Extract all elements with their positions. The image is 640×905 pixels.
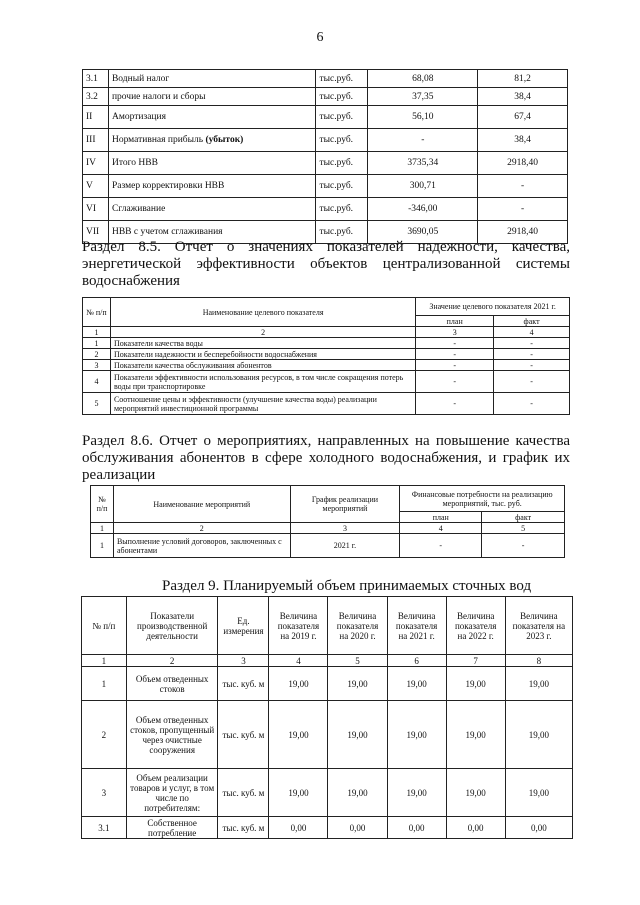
- row-value-2023: 0,00: [505, 817, 572, 839]
- row-number: 2: [82, 701, 127, 769]
- row-number: 3.2: [83, 88, 109, 106]
- measures-table: [90, 485, 565, 558]
- header-fact: факт: [494, 316, 570, 327]
- row-value-2023: 19,00: [505, 667, 572, 701]
- row-value-2019: 19,00: [269, 769, 328, 817]
- header-cell: № п/п: [82, 597, 127, 655]
- row-number: III: [83, 129, 109, 152]
- row-name: Амортизация: [108, 106, 316, 129]
- row-value-2: -: [478, 198, 568, 221]
- row-number: VI: [83, 198, 109, 221]
- row-name: Показатели надежности и бесперебойности водоснабжения: [110, 349, 415, 360]
- row-number: 3: [82, 769, 127, 817]
- row-value-1: -: [368, 129, 478, 152]
- row-value-2: 2918,40: [478, 221, 568, 244]
- index-cell: 3: [218, 655, 269, 667]
- table-row: [82, 817, 573, 839]
- row-value-2020: 19,00: [328, 701, 387, 769]
- row-unit: тыс. куб. м: [218, 701, 269, 769]
- row-name: Размер корректировки НВВ: [108, 175, 316, 198]
- header-cell: Величина показателя на 2020 г.: [328, 597, 387, 655]
- index-cell: 1: [83, 327, 111, 338]
- index-cell: 4: [269, 655, 328, 667]
- row-number: IV: [83, 152, 109, 175]
- heading-line: Раздел 8.6. Отчет о мероприятиях, направленных на повышение качества: [82, 433, 570, 449]
- row-unit: тыс. куб. м: [218, 769, 269, 817]
- table-row: [82, 701, 573, 769]
- row-unit: тыс.руб.: [316, 198, 368, 221]
- row-name: Показатели качества воды: [110, 338, 415, 349]
- row-number: II: [83, 106, 109, 129]
- header-cell: Показатели производственной деятельности: [126, 597, 218, 655]
- row-value-1: 37,35: [368, 88, 478, 106]
- row-value-2023: 19,00: [505, 701, 572, 769]
- index-cell: 6: [387, 655, 446, 667]
- row-value-1: 3690,05: [368, 221, 478, 244]
- row-value-1: 68,08: [368, 70, 478, 88]
- index-cell: 5: [482, 523, 565, 534]
- row-value-2020: 19,00: [328, 667, 387, 701]
- heading-line: энергетической эффективности объектов централизованной системы: [82, 256, 570, 272]
- row-name: Показатели эффективности использования ресурсов, в том числе сокращения потерь воды при транспортировке: [110, 371, 415, 393]
- index-cell: 7: [446, 655, 505, 667]
- header-cell: Величина показателя на 2019 г.: [269, 597, 328, 655]
- header-num: № п/п: [83, 298, 111, 327]
- header-name: Наименование целевого показателя: [110, 298, 415, 327]
- row-fact: -: [494, 371, 570, 393]
- row-name: Объем отведенных стоков, пропущенный через очистные сооружения: [126, 701, 218, 769]
- index-cell: 1: [82, 655, 127, 667]
- index-cell: 2: [126, 655, 218, 667]
- row-schedule: 2021 г.: [290, 534, 400, 558]
- header-value: Значение целевого показателя 2021 г.: [416, 298, 570, 316]
- heading-line: реализации: [82, 467, 156, 483]
- index-cell: 1: [91, 523, 114, 534]
- row-value-2: 67,4: [478, 106, 568, 129]
- row-name: Выполнение условий договоров, заключенных с абонентами: [113, 534, 290, 558]
- index-row: [83, 327, 570, 338]
- row-fact: -: [482, 534, 565, 558]
- row-value-2: 38,4: [478, 88, 568, 106]
- heading-line: обслуживания абонентов в сфере холодного водоснабжения, и график их: [82, 450, 570, 466]
- index-cell: 4: [400, 523, 482, 534]
- index-cell: 4: [494, 327, 570, 338]
- header-row: [82, 597, 573, 655]
- row-unit: тыс.руб.: [316, 221, 368, 244]
- row-value-1: -346,00: [368, 198, 478, 221]
- heading-line: Раздел 8.5. Отчет о значениях показателей надежности, качества,: [82, 239, 570, 255]
- row-value-2020: 0,00: [328, 817, 387, 839]
- wastewater-table: [81, 596, 573, 839]
- row-name: НВВ с учетом сглаживания: [108, 221, 316, 244]
- row-value-2019: 19,00: [269, 701, 328, 769]
- row-plan: -: [416, 349, 494, 360]
- table-row: [83, 349, 570, 360]
- table-row: [83, 106, 568, 129]
- index-cell: 2: [113, 523, 290, 534]
- row-number: 1: [82, 667, 127, 701]
- table-row: [83, 152, 568, 175]
- row-value-2022: 0,00: [446, 817, 505, 839]
- row-name: Итого НВВ: [108, 152, 316, 175]
- section-8-6-heading: [82, 433, 570, 484]
- row-value-2023: 19,00: [505, 769, 572, 817]
- row-number: 3: [83, 360, 111, 371]
- row-name: Показатели качества обслуживания абонентов: [110, 360, 415, 371]
- index-cell: 2: [110, 327, 415, 338]
- header-cell: Величина показателя на 2022 г.: [446, 597, 505, 655]
- row-value-1: 300,71: [368, 175, 478, 198]
- row-plan: -: [416, 371, 494, 393]
- row-name-bold: (убыток): [205, 135, 244, 145]
- header-fact: факт: [482, 512, 565, 523]
- row-value-2022: 19,00: [446, 701, 505, 769]
- row-unit: тыс.руб.: [316, 106, 368, 129]
- table-row: [83, 88, 568, 106]
- row-name: Объем реализации товаров и услуг, в том числе по потребителям:: [126, 769, 218, 817]
- row-value-1: 3735,34: [368, 152, 478, 175]
- row-name: Сглаживание: [108, 198, 316, 221]
- index-cell: 8: [505, 655, 572, 667]
- header-cell: Величина показателя на 2023 г.: [505, 597, 572, 655]
- header-plan: план: [416, 316, 494, 327]
- header-name: Наименование мероприятий: [113, 486, 290, 523]
- header-finance: Финансовые потребности на реализацию мероприятий, тыс. руб.: [400, 486, 565, 512]
- row-value-1: 56,10: [368, 106, 478, 129]
- table-row: [82, 769, 573, 817]
- table-row: [83, 393, 570, 415]
- row-name: [108, 129, 316, 152]
- row-unit: тыс.руб.: [316, 129, 368, 152]
- index-row: [91, 523, 565, 534]
- table-row: [83, 70, 568, 88]
- table-row: [83, 198, 568, 221]
- row-value-2021: 19,00: [387, 701, 446, 769]
- row-unit: тыс. куб. м: [218, 667, 269, 701]
- table-row: [82, 667, 573, 701]
- table-row: [83, 338, 570, 349]
- row-number: 5: [83, 393, 111, 415]
- header-schedule: График реализации мероприятий: [290, 486, 400, 523]
- row-number: 4: [83, 371, 111, 393]
- row-name: Собственное потребление: [126, 817, 218, 839]
- table-row: [83, 175, 568, 198]
- budget-table: [82, 69, 568, 244]
- row-fact: -: [494, 393, 570, 415]
- row-plan: -: [416, 360, 494, 371]
- row-value-2: 81,2: [478, 70, 568, 88]
- index-row: [82, 655, 573, 667]
- row-number: 3.1: [82, 817, 127, 839]
- row-value-2022: 19,00: [446, 769, 505, 817]
- table-row: [91, 534, 565, 558]
- header-cell: Ед. измерения: [218, 597, 269, 655]
- row-name-text: Нормативная прибыль: [111, 135, 204, 145]
- heading-line: водоснабжения: [82, 273, 180, 289]
- row-number: 1: [91, 534, 114, 558]
- section-9-heading: Раздел 9. Планируемый объем принимаемых сточных вод: [162, 578, 532, 594]
- header-plan: план: [400, 512, 482, 523]
- row-fact: -: [494, 349, 570, 360]
- header-num: № п/п: [91, 486, 114, 523]
- row-plan: -: [416, 338, 494, 349]
- row-value-2021: 19,00: [387, 769, 446, 817]
- row-fact: -: [494, 360, 570, 371]
- row-name: Водный налог: [108, 70, 316, 88]
- row-unit: тыс.руб.: [316, 70, 368, 88]
- row-value-2021: 0,00: [387, 817, 446, 839]
- row-value-2: 2918,40: [478, 152, 568, 175]
- row-number: 2: [83, 349, 111, 360]
- row-unit: тыс.руб.: [316, 175, 368, 198]
- table-row: [83, 371, 570, 393]
- row-value-2020: 19,00: [328, 769, 387, 817]
- indicators-table: [82, 297, 570, 415]
- row-plan: -: [416, 393, 494, 415]
- row-number: 1: [83, 338, 111, 349]
- row-value-2: -: [478, 175, 568, 198]
- table-row: [83, 129, 568, 152]
- row-unit: тыс.руб.: [316, 152, 368, 175]
- table-row: [83, 360, 570, 371]
- row-plan: -: [400, 534, 482, 558]
- row-unit: тыс. куб. м: [218, 817, 269, 839]
- row-value-2: 38,4: [478, 129, 568, 152]
- row-unit: тыс.руб.: [316, 88, 368, 106]
- row-value-2019: 0,00: [269, 817, 328, 839]
- index-cell: 5: [328, 655, 387, 667]
- row-name: Соотношение цены и эффективности (улучшение качества воды) реализации мероприятий инвестиционной программы: [110, 393, 415, 415]
- row-value-2022: 19,00: [446, 667, 505, 701]
- row-value-2019: 19,00: [269, 667, 328, 701]
- index-cell: 3: [416, 327, 494, 338]
- row-number: 3.1: [83, 70, 109, 88]
- index-cell: 3: [290, 523, 400, 534]
- row-number: VII: [83, 221, 109, 244]
- header-cell: Величина показателя на 2021 г.: [387, 597, 446, 655]
- section-8-5-heading: [82, 239, 570, 290]
- row-number: V: [83, 175, 109, 198]
- row-name: Объем отведенных стоков: [126, 667, 218, 701]
- row-fact: -: [494, 338, 570, 349]
- row-name: прочие налоги и сборы: [108, 88, 316, 106]
- row-value-2021: 19,00: [387, 667, 446, 701]
- page-number: 6: [316, 30, 324, 45]
